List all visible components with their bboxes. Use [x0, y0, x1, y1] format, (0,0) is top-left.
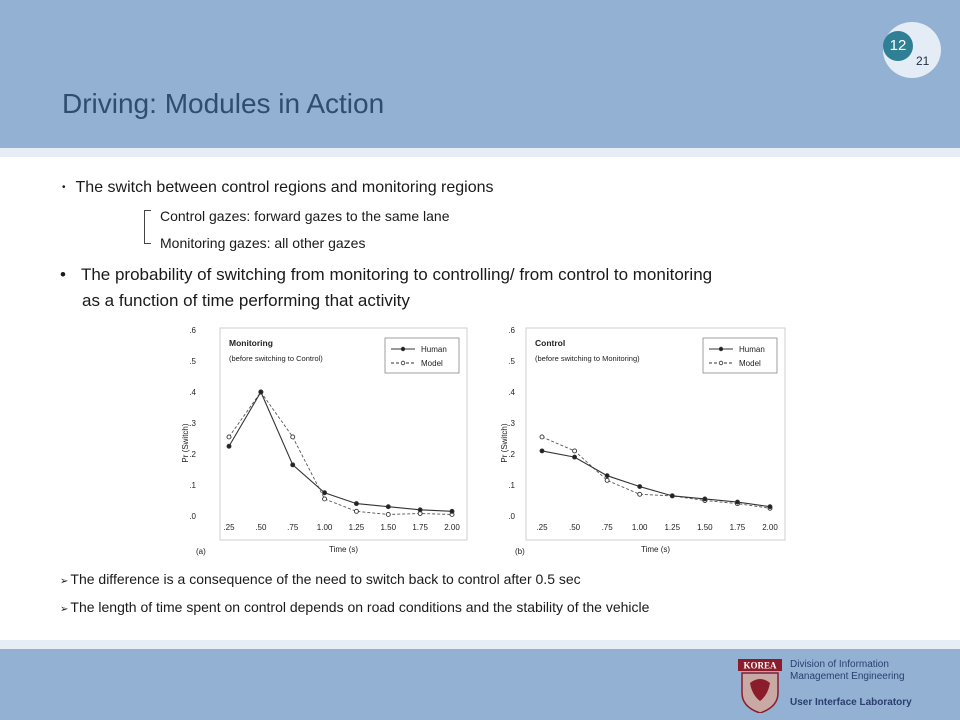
x-axis-label-b: Time (s) [640, 545, 671, 554]
data-point-human-b [605, 474, 609, 478]
x-tick-label-a: .75 [287, 523, 299, 532]
division-line-2: Management Engineering [790, 671, 905, 682]
arrow-bullet-icon: ➢ [60, 604, 69, 615]
legend-label-b: Human [739, 345, 765, 354]
x-tick-label-b: .75 [601, 523, 613, 532]
page-number-badge: 12 [883, 31, 913, 61]
footer-divider [0, 640, 960, 649]
legend-marker-a [401, 361, 405, 365]
arrow-bullet-1 [60, 571, 581, 587]
legend-marker-b [719, 347, 723, 351]
x-tick-label-b: 2.00 [762, 523, 778, 532]
x-tick-label-a: 2.00 [444, 523, 460, 532]
page-total: 21 [916, 54, 930, 68]
legend-label-a: Human [421, 345, 447, 354]
data-point-human-a [227, 444, 231, 448]
y-tick-label-a: .6 [189, 326, 196, 335]
data-point-model-b [540, 435, 544, 439]
data-point-model-a [386, 512, 390, 516]
y-tick-label-a: .2 [189, 450, 196, 459]
data-point-model-b [638, 492, 642, 496]
panel-label-a: (a) [196, 547, 206, 556]
data-point-human-b [540, 449, 544, 453]
data-point-human-b [638, 485, 642, 489]
legend-marker-a [401, 347, 405, 351]
data-point-human-a [386, 505, 390, 509]
chart-subtitle-b: (before switching to Monitoring) [535, 354, 640, 363]
data-point-model-a [227, 435, 231, 439]
bullet-2-line-2: as a function of time performing that activity [82, 291, 410, 310]
data-point-human-b [735, 500, 739, 504]
x-tick-label-a: .50 [255, 523, 267, 532]
legend-label-a: Model [421, 359, 443, 368]
data-point-model-a [354, 509, 358, 513]
y-tick-label-b: .0 [508, 512, 515, 521]
data-point-model-b [605, 478, 609, 482]
bullet-icon: • [62, 182, 66, 194]
arrow-bullet-1-text: The difference is a consequence of the need to switch back to control after 0.5 sec [70, 571, 581, 587]
data-point-human-b [703, 497, 707, 501]
sub-bullet-monitoring: Monitoring gazes: all other gazes [160, 235, 366, 251]
y-tick-label-a: .1 [189, 481, 196, 490]
division-line-1: Division of Information [790, 659, 889, 670]
data-point-human-b [573, 455, 577, 459]
university-logo [738, 659, 782, 713]
data-point-human-a [450, 509, 454, 513]
y-tick-label-a: .5 [189, 357, 196, 366]
x-tick-label-a: 1.25 [348, 523, 365, 532]
chart-subtitle-a: (before switching to Control) [229, 354, 323, 363]
x-tick-label-b: 1.00 [631, 523, 648, 532]
panel-label-b: (b) [515, 547, 525, 556]
y-axis-label-b: Pr (Switch) [500, 423, 509, 463]
y-tick-label-a: .3 [189, 419, 196, 428]
x-tick-label-a: .25 [223, 523, 235, 532]
data-point-human-b [670, 494, 674, 498]
data-point-human-b [768, 505, 772, 509]
bullet-icon: • [60, 265, 66, 284]
y-axis-label-a: Pr (Switch) [181, 423, 190, 463]
x-tick-label-b: 1.50 [697, 523, 713, 532]
y-tick-label-b: .2 [508, 450, 515, 459]
logo-text: KOREA [743, 660, 777, 671]
x-tick-label-b: 1.25 [664, 523, 681, 532]
slide-title: Driving: Modules in Action [62, 88, 385, 119]
y-tick-label-b: .5 [508, 357, 515, 366]
x-tick-label-b: 1.75 [729, 523, 746, 532]
lab-name: User Interface Laboratory [790, 697, 912, 708]
x-tick-label-a: 1.50 [380, 523, 397, 532]
sub-bullet-control: Control gazes: forward gazes to the same lane [160, 208, 450, 224]
chart-title-b: Control [535, 338, 566, 348]
data-point-human-a [291, 463, 295, 467]
data-point-human-a [418, 508, 422, 512]
y-tick-label-a: .0 [189, 512, 196, 521]
bullet-1-text: The switch between control regions and monitoring regions [75, 179, 494, 196]
x-axis-label-a: Time (s) [328, 545, 359, 554]
bullet-2-line-1: The probability of switching from monitoring to controlling/ from control to monitoring [80, 265, 713, 284]
y-tick-label-a: .4 [189, 388, 196, 397]
arrow-bullet-icon: ➢ [60, 576, 69, 587]
legend-marker-b [719, 361, 723, 365]
arrow-bullet-2-text: The length of time spent on control depends on road conditions and the stability of the vehicle [70, 599, 650, 615]
legend-label-b: Model [739, 359, 761, 368]
division-name [790, 659, 905, 683]
data-point-human-a [354, 502, 358, 506]
x-tick-label-a: 1.75 [412, 523, 428, 532]
data-point-human-a [259, 390, 263, 394]
y-tick-label-b: .4 [508, 388, 515, 397]
y-tick-label-b: .3 [508, 419, 515, 428]
data-point-model-a [323, 497, 327, 501]
x-tick-label-a: 1.00 [316, 523, 333, 532]
chart-title-a: Monitoring [229, 338, 273, 348]
y-tick-label-b: .6 [508, 326, 515, 335]
data-point-human-a [323, 491, 327, 495]
x-tick-label-b: .25 [536, 523, 548, 532]
arrow-bullet-2 [60, 599, 649, 615]
data-point-model-b [573, 449, 577, 453]
y-tick-label-b: .1 [508, 481, 515, 490]
data-point-model-a [291, 435, 295, 439]
x-tick-label-b: .50 [569, 523, 581, 532]
